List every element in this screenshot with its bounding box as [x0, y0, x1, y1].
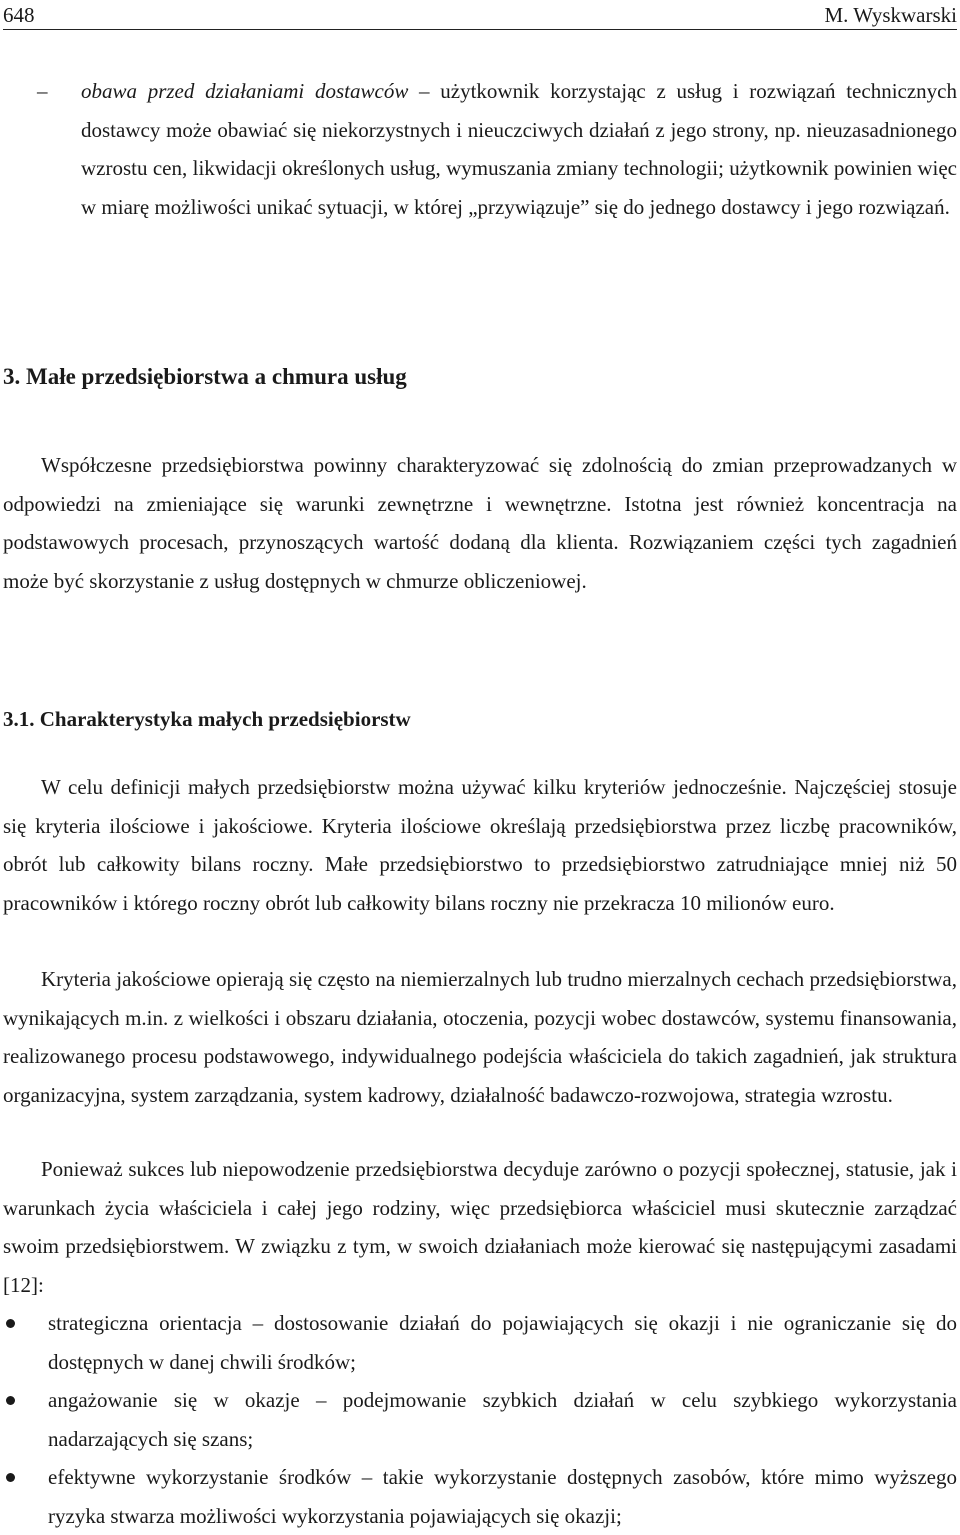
paragraph-principles-intro: Ponieważ sukces lub niepowodzenie przedsiębiorstwa decyduje zarówno o pozycji społecznej, statusie, jak i warunkach życia właściciela i całej jego rodziny, więc przedsiębiorca właściciel musi skutecznie zarządzać swoim przedsiębiorstwem. W związku z tym, w swoich działaniach może kierować się następującymi zasadami [12]:	[3, 1157, 957, 1297]
paragraph-qualitative-criteria: Kryteria jakościowe opierają się często na niemierzalnych lub trudno mierzalnych cechach przedsiębiorstwa, wynikających m.in. z wielkości i obszaru działania, otoczenia, pozycji wobec dostawców, systemu finansowania, realizowanego procesu podstawowego, indywidualnego podejścia właściciela do takich zagadnień, jak struktura organizacyjna, system zarządzania, system kadrowy, działalność badawczo-rozwojowa, strategia wzrostu.	[3, 967, 957, 1107]
dash-item-term: obawa przed działaniami dostawców	[81, 79, 409, 103]
list-item	[3, 1304, 957, 1381]
bullet-dot-icon	[6, 1319, 15, 1328]
bullet-dot-icon	[6, 1396, 15, 1405]
list-item-text: efektywne wykorzystanie środków – takie wykorzystanie dostępnych zasobów, które mimo wyższego ryzyka stwarza możliwości wykorzystania pojawiających się okazji;	[48, 1465, 957, 1528]
bullet-dot-icon	[6, 1473, 15, 1482]
list-item	[3, 1381, 957, 1458]
page-number: 648	[3, 3, 35, 27]
section-paragraph: Współczesne przedsiębiorstwa powinny charakteryzować się zdolnością do zmian przeprowadzanych w odpowiedzi na zmieniające się warunki zewnętrzne i wewnętrzne. Istotna jest również koncentracja na podstawowych procesach, przynoszących wartość dodaną dla klienta. Rozwiązaniem części tych zagadnień może być skorzystanie z usług dostępnych w chmurze obliczeniowej.	[3, 453, 957, 593]
dash-item-body: – użytkownik korzystając z usług i rozwiązań technicznych dostawcy może obawiać się niekorzystnych i nieuczciwych działań z jego strony, np. nieuzasadnionego wzrostu cen, likwidacji określonych usług, wymuszania zmiany technologii; użytkownik powinien więc w miarę możliwości unikać sytuacji, w której „przywiązuje” się do jednego dostawcy i jego rozwiązań.	[81, 79, 957, 219]
paragraph-quantitative-criteria: W celu definicji małych przedsiębiorstw można używać kilku kryteriów jednocześnie. Najczęściej stosuje się kryteria ilościowe i jakościowe. Kryteria ilościowe określają przedsiębiorstwa przez liczbę pracowników, obrót lub całkowity bilans roczny. Małe przedsiębiorstwo to przedsiębiorstwo zatrudniające mniej niż 50 pracowników i którego roczny obrót lub całkowity bilans roczny nie przekracza 10 milionów euro.	[3, 775, 957, 915]
list-item-text: strategiczna orientacja – dostosowanie działań do pojawiających się okazji i nie ograniczanie się do dostępnych w danej chwili środków;	[48, 1311, 957, 1374]
subsection-heading: 3.1. Charakterystyka małych przedsiębiorstw	[3, 707, 411, 731]
section-heading: 3. Małe przedsiębiorstwa a chmura usług	[3, 364, 407, 389]
list-item-text: angażowanie się w okazje – podejmowanie szybkich działań w celu szybkiego wykorzystania nadarzających się szans;	[48, 1388, 957, 1451]
list-item	[3, 1458, 957, 1535]
principles-list	[3, 1304, 957, 1535]
dash-item-text	[81, 72, 957, 226]
dash-marker: –	[37, 79, 48, 103]
page-header	[3, 1, 957, 30]
running-author: M. Wyskwarski	[824, 3, 957, 27]
